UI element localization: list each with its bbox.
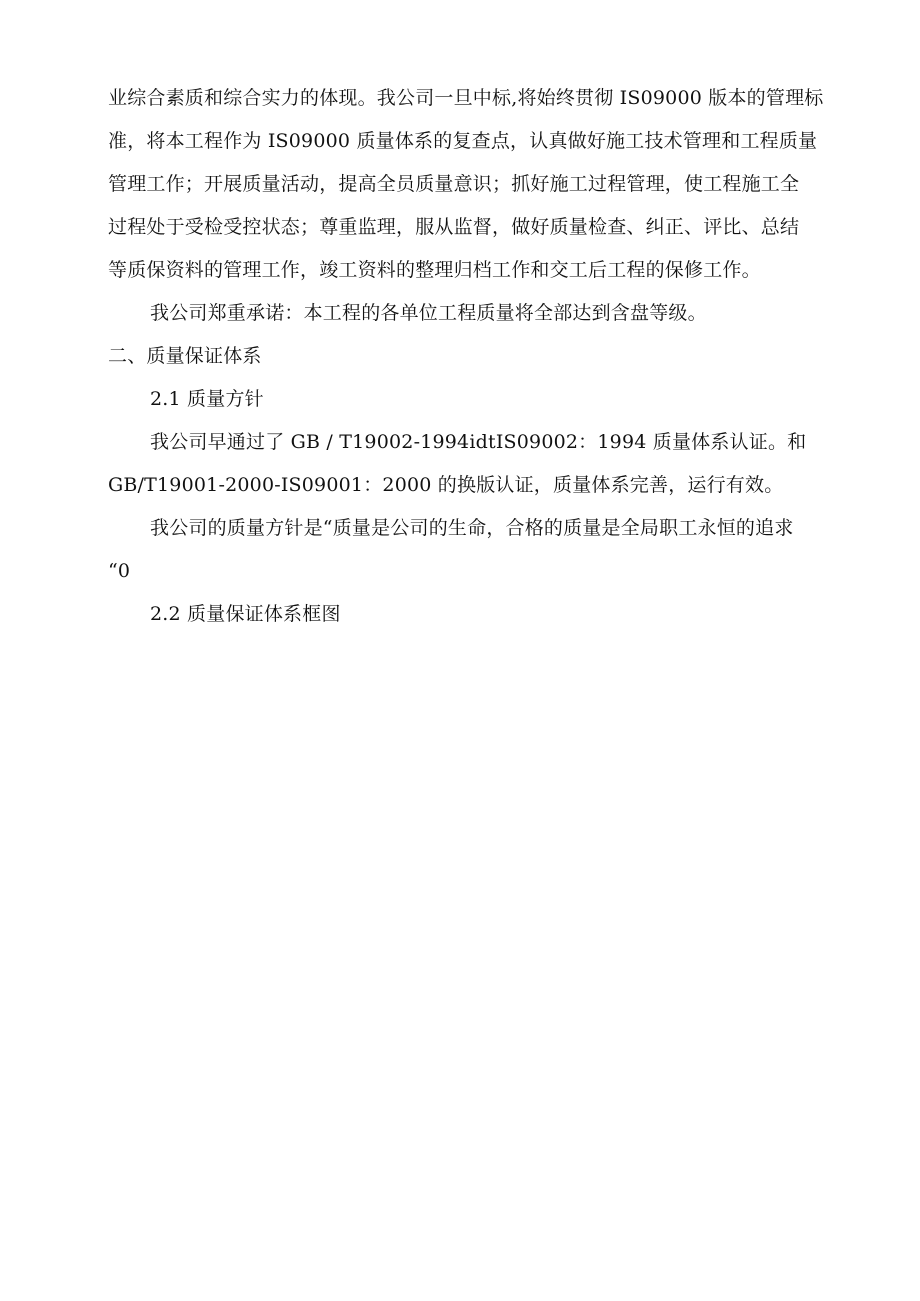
subsection-heading: 2.2 质量保证体系框图 <box>150 603 341 625</box>
commitment-paragraph: 我公司郑重承诺：本工程的各单位工程质量将全部达到含盘等级。 <box>150 302 707 324</box>
paragraph-line: 等质保资料的管理工作，竣工资料的整理归档工作和交工后工程的保修工作。 <box>108 259 761 281</box>
paragraph-line: 我公司的质量方针是“质量是公司的生命，合格的质量是全局职工永恒的追求 <box>150 517 794 539</box>
paragraph-line: 过程处于受检受控状态；尊重监理，服从监督，做好质量检查、纠正、评比、总结 <box>108 216 800 238</box>
section-heading: 二、质量保证体系 <box>108 345 262 367</box>
paragraph-line: 管理工作；开展质量活动，提高全员质量意识；抓好施工过程管理，使工程施工全 <box>108 173 800 195</box>
subsection-heading: 2.1 质量方针 <box>150 388 264 410</box>
paragraph-line: “0 <box>108 560 131 582</box>
paragraph-line: 准，将本工程作为 IS09000 质量体系的复查点，认真做好施工技术管理和工程质量 <box>108 130 818 152</box>
paragraph-line: GB/T19001-2000-IS09001：2000 的换版认证，质量体系完善，运行有效。 <box>108 474 784 496</box>
paragraph-line: 业综合素质和综合实力的体现。我公司一旦中标,将始终贯彻 IS09000 版本的管理标 <box>108 87 824 109</box>
paragraph-line: 我公司早通过了 GB / T19002-1994idtIS09002：1994 质量体系认证。和 <box>150 431 807 453</box>
